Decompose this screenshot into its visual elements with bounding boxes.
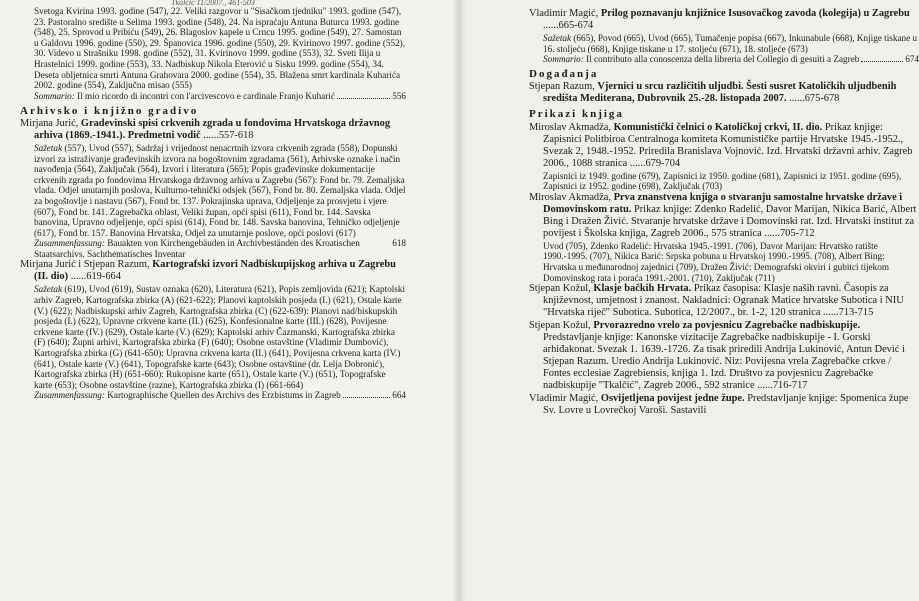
page-range: 619-664 (86, 271, 121, 283)
entry-title: Osvijetljena povijest jedne župe. (600, 393, 745, 405)
toc-entry (20, 259, 406, 283)
page-range: 675-678 (804, 93, 840, 105)
entry-author: Mirjana Jurić i Stjepan Razum, (20, 259, 150, 271)
review-entry (529, 192, 919, 240)
page-range: 618 (392, 238, 406, 249)
summary-text: Il mio ricordo di incontri con l'arcivescovo e cardinale Franjo Kuharić (77, 90, 335, 101)
entry-summary (20, 284, 406, 401)
leader-dots: ...... (70, 271, 87, 283)
entry-author: Miroslav Akmadža, (529, 121, 611, 133)
zusammenfassung (34, 390, 406, 401)
review-entry (529, 393, 919, 417)
summary-label: Sažetak (543, 33, 572, 43)
summary-label: Sažetak (34, 142, 63, 153)
zf-label: Zusammenfassung: (34, 390, 105, 401)
entry-title: Komunistički čelnici o Katoličkoj crkvi, II. dio. (613, 121, 823, 133)
page-range: 556 (392, 90, 406, 101)
entry-summary: Uvod (705), Zdenko Radelić: Hrvatska 1945.-1991. (706), Davor Marijan: Hrvatsko ratište 1990.-1995. (707), Nikica Barić: Srpska pobuna u Hrvatskoj 1990.-1995. (708), Albert Bing: Hrvatska u međunarodnoj zajednici (709), Dražen Živić: Demografski okviri i gubitci tijekom Domovinskog rata i poraća 1991.-2001. (710), Zaključak (711) (543, 240, 889, 283)
zf-text: Bauakten von Kirchengebäuden in Archivbeständen des Kroatischen Staatsarchivs. Sachthematisches Inventar (34, 238, 360, 259)
page-range: 664 (392, 390, 406, 401)
page-range: 705-712 (779, 227, 815, 239)
continued-entry (20, 6, 406, 102)
zf-text: Kartographische Quellen des Archivs des Erzbistums in Zagreb (107, 390, 341, 401)
entry-title: Gradevinski spisi crkvenih zgrada u fondovima Hrvatskoga državnog arhiva (1869.-1941.). Predmetni vodič (34, 117, 391, 141)
entry-title: Prvorazredno vrelo za povjesnicu Zagrebačke nadbiskupije. (593, 320, 861, 332)
review-entry (529, 283, 919, 319)
entry-title: Vjernici u srcu različitih uljudbi. Šesti susret Katoličkih uljudbenih središta Mediterana, Dubrovnik 25.-28. listopada 2007. (543, 81, 897, 105)
page-range: 557-618 (218, 129, 254, 141)
entry-author: Mirjana Jurić, (20, 117, 79, 129)
entry-text: Predstavljanje knjige: Kanonske vizitacije Zagrebačke nadbiskupije - I. Gorski arhiđakonat. Svezak 1. 1639.-1726. Za tisak priredili Andrija Lukinović, Antun Dević i Stjepan Razum. Uredio Andrija Lukinović. Niz: Povijesna vrela Zagrebačke crkve / Fontes ecclesiae Zagrebiensis, knjiga 1. Izd. Društvo za povjesnicu Zagrebačke nadbiskupije "Tkalčić", Zagreb 2006., 592 stranice (543, 332, 905, 392)
summary-label: Sommario: (34, 90, 75, 101)
left-column (20, 0, 406, 401)
page-range: 713-715 (838, 307, 874, 319)
entry-text: Predstavljanje knjige: Spomenica župe Sv. Lovre u Lovrečkoj Varoši. Sastavili (543, 393, 909, 417)
page-range: 674 (905, 54, 919, 65)
section-heading: Arhivsko i knjižno gradivo (20, 104, 199, 117)
leader-dots: ...... (823, 307, 839, 319)
sommario-label: Sommario: (543, 54, 584, 65)
entry-title: Kartografski izvori Nadbiskupijskog arhiva u Zagrebu (II. dio) (34, 259, 396, 283)
review-entry (529, 122, 919, 170)
entry-summary: Zapisnici iz 1949. godine (679), Zapisnici iz 1950. godine (681), Zapisnici iz 1951. godine (695), Zapisnici iz 1952. godine (698), Zaključak (703) (543, 170, 902, 192)
toc-entry (529, 81, 919, 105)
entry-text: Prikaz knjige: Zapisnici Politbiroa Centralnoga komiteta Komunističke partije Hrvatske 1945.-1952., Svezak 2, 1948.-1952. Priredila Branislava Vojnović. Izd. Hrvatski državni arhiv. Zagreb 2006., 1088 stranica (543, 121, 913, 169)
continued-summary (34, 91, 406, 102)
page-range: 679-704 (645, 157, 681, 169)
zusammenfassung (34, 238, 406, 259)
right-page (459, 0, 919, 601)
leader-dots: ...... (203, 129, 219, 141)
running-head: Tkalčić 11/2007., 461-503 (171, 0, 255, 7)
section-heading: Prikazi knjiga (529, 108, 624, 121)
entry-text: Prikaz časopisa: Klasje naših ravni. Časopis za književnost, umjetnost i znanost. Nakladnici: Ogranak Matice hrvatske Subotica i NIU "Hrvatska riječ" Subotica. Subotica, 12/2007., br. 1-2, 120 stranica (543, 283, 904, 319)
review-entry (529, 320, 919, 392)
toc-entry (529, 8, 919, 32)
left-page (0, 0, 459, 601)
leader-dots: ...... (764, 227, 780, 239)
book-gutter (452, 0, 466, 601)
entry-title: Klasje bačkih Hrvata. (593, 283, 692, 295)
entry-author: Vladimir Magić, (529, 393, 599, 405)
entry-title: Prva znanstvena knjiga o stvaranju samostalne hrvatske države i Domovinskom ratu. (543, 191, 903, 215)
summary-text: (619), Uvod (619), Sustav oznaka (620), Literatura (621), Popis zemljovida (621); Kaptolski arhiv Zagreb, Kartografska zbirka (A) (621-622); Planovi kaptolskih posjeda (I.) (621), Ostale karte (V.) (622); Nadbiskupski arhiv Zagreb, Kartografska zbirka (C) (622-639): Planovi nad/biskupskih posjeda (I.) (622), Upravne crkvene karte (II.) (625), Konfesionalne karte (III.) (628), Povijesne crkvene karte (IV.) (629), Ostale karte (V.) (629); Kaptolski arhiv Čazmanski, Kartografska zbirka (F) (640); Župni arhivi, Kartografska zbirka (F) (640); Osobne ostavštine (Vladimir Dumbović), Kartografska zbirka (G) (641-650): Upravna crkvena karta (II.) (641), Povijesna crkvena karta (IV.) (641), Ostale karte (V.) (641), Topografske karte (643); Osobne ostavštine (dr. Lelja Dobronić), Kartografska zbirka (H) (651-660): Rukopisne karte (651), Ostale karte (V.) (651), Topografske karte (653); Osobne ostavštine (razne), Kartografska zbirka (I) (661-664) (34, 284, 406, 390)
entry-author: Vladimir Magić, (529, 8, 599, 19)
summary-text: (665), Povod (665), Uvod (665), Tumačenje popisa (667), Inkunabule (668), Knjige tiskane u 16. stoljeću (668), Knjige tiskane u 17. stoljeću (671), 18. stoljeće (673) (543, 33, 918, 54)
entry-author: Miroslav Akmadža, (529, 191, 611, 203)
summary-text: (557), Uvod (557), Sadržaj i vrijednost nenacrtnih izvora crkvenih zgrada (558), Dopunski izvori za istraživanje građevinskih izvora na bogoštovnim zgradama (561), Arhivske oznake i način navođenja (564), Zaključak (564), Izvori i literatura (565); Popis građevinske dokumentacije crkvenih zgrada po fondovima Hrvatskoga državnog arhiva u Zagrebu (567): Fond br. 79. Zemaljska vlada. Odjel unutarnjih poslova, Kulturno-tehnički odsjek (567), Fond br. 80. Zemaljska vlada. Odjel za bogoštovlje i nastavu (567), Fond br. 137. Pokrajinska uprava, Odjeljenje za prosvjetu i vjere (607), Fond br. 141. Zagrebačka oblast, Veliki župan, opći spisi (611), Fond br. 144. Savska banovina, Upravno odjeljenje, opći spisi (614), Fond br. 148. Savska banovina, Tehničko odjeljenje (617), Fond br. 157. Banovina Hrvatska, Odjel za unutarnje poslove, opći poslovi (617) (34, 142, 406, 238)
zf-label: Zusammenfassung: (34, 238, 105, 249)
toc-entry (20, 118, 406, 142)
leader-dots: ...... (629, 157, 646, 169)
page-range: 716-717 (772, 380, 808, 392)
sommario-text: Il contributo alla conoscenza della libreria del Collegio di gesuiti a Zagreb (586, 54, 860, 65)
entry-summary (529, 33, 919, 65)
entry-author: Stjepan Kožul, (529, 283, 591, 295)
summary-label: Sažetak (34, 284, 63, 295)
entry-title: Prilog poznavanju knjižnice Isusovačkog zavoda (kolegija) u Zagrebu (600, 8, 910, 19)
continued-text: Svetoga Kvirina 1993. godine (547), 22. Veliki razgovor u "Sisačkom tjedniku" 1993. godine (547), 23. Pastoralno središte u Selima 1993. godine (548), 24. Na ispraćaju Antuna Buturca 1993. godine (548), 25. Sprovod u Pribiću (549), 26. Blagoslov kapele u Crncu 1995. godine (549), 27. Samostan u Galdovu 1996. godine (550), 29. Španovica 1996. godine (550), 29. Kvirinovo 1997. godine (552), 30. Videvo u Strašniku 1998. godine (552), 31. Kvirinovo 1999. godine (553), 32. Sveti Ilija u Hrastelnici 1999. godine (553), 33. Nadbiskup Nikola Eterović u Sisku 1999. godine (554), 34. Deseta obljetnica smrti Antuna Grahovara 2000. godine (554), 35. Blažena smrt kardinala Kuharića 2002. godine (554), Zaključna misao (555) (34, 6, 406, 91)
leader-dots: ...... (543, 20, 559, 31)
entry-text: Prikaz knjige: Zdenko Radelić, Davor Marijan, Nikica Barić, Albert Bing i Dražen Živić. Stvaranje hrvatske države i Domovinski rat. Izd. Hrvatski institut za povijest i Školska knjiga, Zagreb 2006., 575 stranica (543, 203, 917, 239)
leader-dots (343, 397, 391, 398)
leader-dots: ...... (757, 380, 773, 392)
entry-summary (20, 143, 406, 260)
leader-dots (861, 61, 903, 62)
page-range: 665-674 (558, 20, 594, 31)
leader-dots (337, 98, 390, 99)
sommario (543, 54, 919, 65)
section-heading: Događanja (529, 68, 599, 81)
entry-author: Stjepan Razum, (529, 81, 595, 93)
leader-dots: ...... (789, 93, 805, 105)
entry-author: Stjepan Kožul, (529, 320, 591, 332)
right-column (529, 0, 919, 418)
